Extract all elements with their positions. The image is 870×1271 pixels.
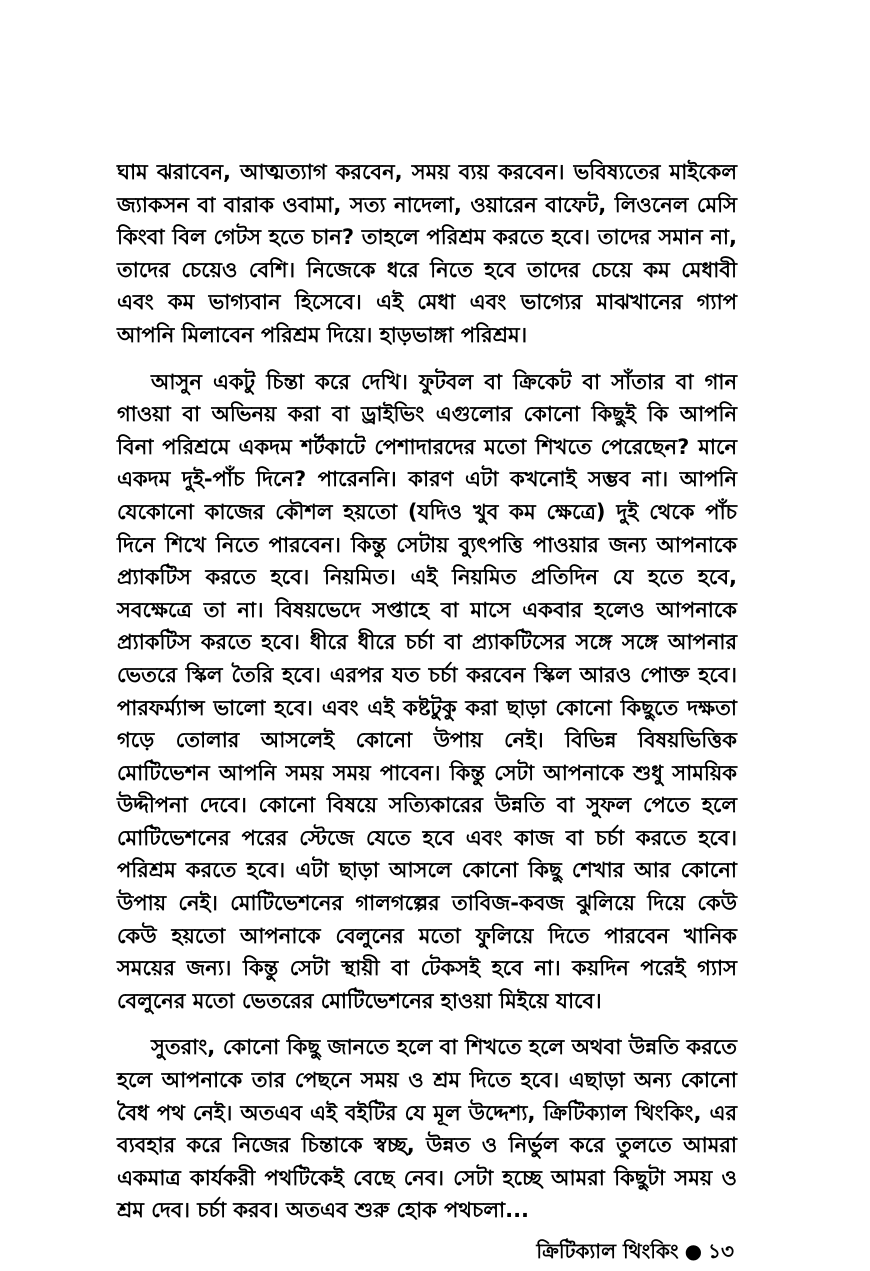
running-title: ক্রিটিক্যাল থিংকিং: [536, 1239, 679, 1263]
paragraph: আসুন একটু চিন্তা করে দেখি। ফুটবল বা ক্রিকেট বা সাঁতার বা গান গাওয়া বা অভিনয় করা বা ড্রাইভিং এগুলোর কোনো কিছুই কি আপনি বিনা পরিশ্রমে একদম শর্টকাটে পেশাদারদের মতো শিখতে পেরেছেন? মানে একদম দুই-পাঁচ দিনে? পারেননি। কারণ এটা কখনোই সম্ভব না। আপনি যেকোনো কাজের কৌশল হয়তো (যদিও খুব কম ক্ষেত্রে) দুই থেকে পাঁচ দিনে শিখে নিতে পারবেন। কিন্তু সেটায় ব্যুৎপত্তি পাওয়ার জন্য আপনাকে প্র্যাকটিস করতে হবে। নিয়মিত। এই নিয়মিত প্রতিদিন যে হতে হবে, সবক্ষেত্রে তা না। বিষয়ভেদে সপ্তাহে বা মাসে একবার হলেও আপনাকে প্র্যাকটিস করতে হবে। ধীরে ধীরে চর্চা বা প্র্যাকটিসের সঙ্গে সঙ্গে আপনার ভেতরে স্কিল তৈরি হবে। এরপর যত চর্চা করবেন স্কিল আরও পোক্ত হবে। পারফর্ম্যান্স ভালো হবে। এবং এই কষ্টটুকু করা ছাড়া কোনো কিছুতে দক্ষতা গড়ে তোলার আসলেই কোনো উপায় নেই। বিভিন্ন বিষয়ভিত্তিক মোটিভেশন আপনি সময় সময় পাবেন। কিন্তু সেটা আপনাকে শুধু সাময়িক উদ্দীপনা দেবে। কোনো বিষয়ে সত্যিকারের উন্নতি বা সুফল পেতে হলে মোটিভেশনের পরের স্টেজে যেতে হবে এবং কাজ বা চর্চা করতে হবে। পরিশ্রম করতে হবে। এটা ছাড়া আসলে কোনো কিছু শেখার আর কোনো উপায় নেই। মোটিভেশনের গালগল্পের তাবিজ-কবজ ঝুলিয়ে দিয়ে কেউ কেউ হয়তো আপনাকে বেলুনের মতো ফুলিয়ে দিতে পারবেন খানিক সময়ের জন্য। কিন্তু সেটা স্থায়ী বা টেকসই হবে না। কয়দিন পরেই গ্যাস বেলুনের মতো ভেতরের মোটিভেশনের হাওয়া মিইয়ে যাবে।: [117, 369, 737, 1013]
page-number: ১৩: [708, 1239, 734, 1263]
paragraph-continued: ঘাম ঝরাবেন, আত্মত্যাগ করবেন, সময় ব্যয় করবেন। ভবিষ্যতের মাইকেল জ্যাকসন বা বারাক ওবামা, সত্য নাদেলা, ওয়ারেন বাফেট, লিওনেল মেসি কিংবা বিল গেটস হতে চান? তাহলে পরিশ্রম করতে হবে। তাদের সমান না, তাদের চেয়েও বেশি। নিজেকে ধরে নিতে হবে তাদের চেয়ে কম মেধাবী এবং কম ভাগ্যবান হিসেবে। এই মেধা এবং ভাগ্যের মাঝখানের গ্যাপ আপনি মিলাবেন পরিশ্রম দিয়ে। হাড়ভাঙ্গা পরিশ্রম।: [117, 160, 737, 347]
bullet-separator: ●: [684, 1239, 703, 1263]
page-footer: [536, 1237, 734, 1270]
body-text: [117, 156, 737, 1227]
paragraph: সুতরাং, কোনো কিছু জানতে হলে বা শিখতে হলে অথবা উন্নতি করতে হলে আপনাকে তার পেছনে সময় ও শ্রম দিতে হবে। এছাড়া অন্য কোনো বৈধ পথ নেই। অতএব এই বইটির যে মূল উদ্দেশ্য, ক্রিটিক্যাল থিংকিং, এর ব্যবহার করে নিজের চিন্তাকে স্বচ্ছ, উন্নত ও নির্ভুল করে তুলতে আমরা একমাত্র কার্যকরী পথটিকেই বেছে নেব। সেটা হচ্ছে আমরা কিছুটা সময় ও শ্রম দেব। চর্চা করব। অতএব শুরু হোক পথচলা...: [117, 1035, 737, 1223]
